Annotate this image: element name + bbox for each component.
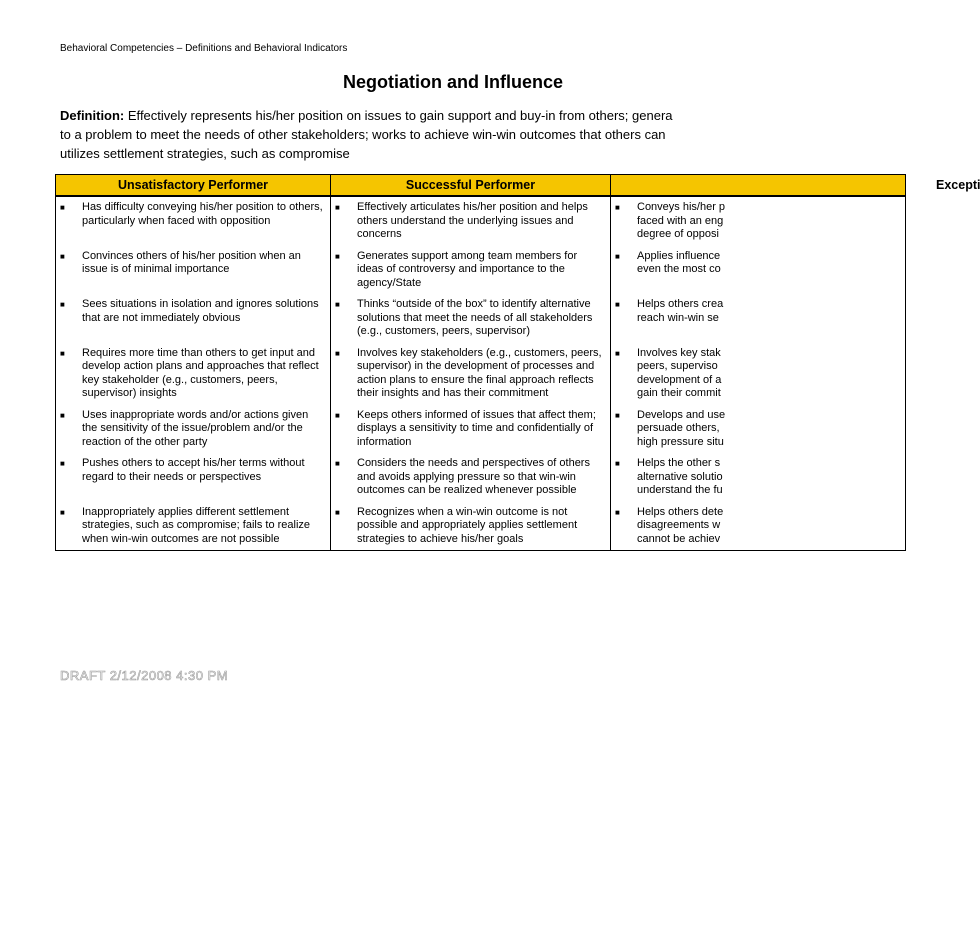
bullet-text: Considers the needs and perspectives of others and avoids applying pressure so that win-win outcomes can be realized whenever possible bbox=[357, 457, 590, 496]
bullet-square-icon: ■ bbox=[615, 300, 620, 309]
bullet-text-line: high pressure situ bbox=[637, 435, 724, 448]
table-cell-exceptional bbox=[611, 294, 906, 343]
bullet-text bbox=[637, 409, 901, 450]
bullet-text-line: persuade others, bbox=[637, 422, 720, 434]
page-title: Negotiation and Influence bbox=[343, 72, 564, 92]
table-cell-unsatisfactory bbox=[56, 294, 331, 343]
bullet-item bbox=[615, 250, 901, 277]
bullet-text: Keeps others informed of issues that affect them; displays a sensitivity to time and confidentially of information bbox=[357, 408, 596, 448]
definition-text-1: Effectively represents his/her position on issues to gain support and buy-in from others; genera bbox=[127, 108, 673, 123]
bullet-text-line: Applies influence bbox=[637, 249, 721, 262]
bullet-text-line: Conveys his/her p bbox=[637, 201, 726, 213]
table-cell-successful bbox=[331, 294, 611, 343]
bullet-text: Requires more time than others to get input and develop action plans and approaches that reflect key stakeholder (e.g., customers, peers, supervisor) insights bbox=[82, 346, 319, 399]
draft-stamp: DRAFT 2/12/2008 4:30 PM bbox=[60, 668, 229, 683]
bullet-item bbox=[335, 201, 606, 242]
bullet-text-line: faced with an eng bbox=[637, 214, 724, 227]
bullet-square-icon: ■ bbox=[615, 507, 620, 517]
table-row bbox=[56, 502, 906, 551]
bullet-text bbox=[637, 506, 901, 547]
bullet-text: Convinces others of his/her position when an issue is of minimal importance bbox=[82, 249, 301, 275]
bullet-item bbox=[335, 506, 606, 547]
bullet-text-line: development of a bbox=[637, 373, 722, 386]
bullet-item bbox=[60, 409, 326, 450]
bullet-item bbox=[60, 457, 326, 484]
bullet-square-icon: ■ bbox=[60, 251, 65, 261]
table-cell-exceptional bbox=[611, 453, 906, 502]
bullet-square-icon: ■ bbox=[60, 300, 65, 309]
bullet-item bbox=[335, 457, 606, 498]
bullet-square-icon: ■ bbox=[615, 348, 620, 358]
table-row bbox=[56, 196, 906, 246]
table-cell-unsatisfactory bbox=[56, 196, 331, 246]
bullet-text: Inappropriately applies different settlement strategies, such as compromise; fails to realize when win-win outcomes are not possible bbox=[82, 505, 311, 545]
bullet-item bbox=[615, 457, 901, 498]
table-row bbox=[56, 294, 906, 343]
table-row bbox=[56, 343, 906, 405]
table-cell-exceptional bbox=[611, 405, 906, 454]
running-header: Behavioral Competencies – Definitions and Behavioral Indicators bbox=[60, 43, 348, 54]
bullet-text: Generates support among team members for ideas of controversy and importance to the agency/State bbox=[357, 249, 578, 289]
definition-line-1 bbox=[60, 106, 960, 125]
bullet-text-line: gain their commit bbox=[637, 387, 721, 399]
table-cell-exceptional bbox=[611, 343, 906, 405]
table-cell-exceptional bbox=[611, 196, 906, 246]
bullet-text-line: even the most co bbox=[637, 263, 721, 275]
bullet-text-line: Helps the other s bbox=[637, 457, 721, 469]
bullet-text-line: reach win-win se bbox=[637, 311, 719, 324]
bullet-text: Pushes others to accept his/her terms without regard to their needs or perspectives bbox=[82, 457, 305, 483]
table-row bbox=[56, 405, 906, 454]
bullet-text: Recognizes when a win-win outcome is not possible and appropriately applies settlement strategies to achieve his/her goals bbox=[357, 505, 578, 545]
table-cell-exceptional bbox=[611, 246, 906, 295]
bullet-text-line: disagreements w bbox=[637, 519, 721, 531]
bullet-item bbox=[60, 347, 326, 401]
header-successful: Successful Performer bbox=[331, 175, 611, 197]
header-exceptional: Excepti bbox=[611, 175, 906, 197]
bullet-square-icon: ■ bbox=[615, 203, 620, 212]
bullet-text: Sees situations in isolation and ignores solutions that are not immediately obvious bbox=[82, 298, 319, 324]
bullet-square-icon: ■ bbox=[615, 251, 620, 261]
table-cell-exceptional bbox=[611, 502, 906, 551]
bullet-text: Has difficulty conveying his/her position to others, particularly when faced with opposition bbox=[82, 201, 323, 227]
bullet-item bbox=[335, 298, 606, 339]
table-body bbox=[56, 196, 906, 551]
bullet-item bbox=[615, 347, 901, 401]
table-cell-successful bbox=[331, 453, 611, 502]
table-cell-successful bbox=[331, 405, 611, 454]
definition-line-2: to a problem to meet the needs of other stakeholders; works to achieve win-win outcomes that others can bbox=[60, 127, 666, 142]
table-header-row bbox=[56, 175, 906, 197]
table-cell-successful bbox=[331, 502, 611, 551]
definition-paragraph bbox=[60, 106, 960, 163]
bullet-item bbox=[335, 250, 606, 291]
definition-line-3: utilizes settlement strategies, such as compromise bbox=[60, 146, 350, 161]
bullet-text-line: peers, superviso bbox=[637, 360, 718, 372]
table-cell-successful bbox=[331, 196, 611, 246]
bullet-text-line: degree of opposi bbox=[637, 228, 719, 240]
bullet-item bbox=[60, 201, 326, 228]
bullet-item bbox=[60, 250, 326, 277]
bullet-text: Effectively articulates his/her position and helps others understand the underlying issues and concerns bbox=[357, 201, 588, 240]
bullet-square-icon: ■ bbox=[60, 459, 65, 468]
bullet-text bbox=[637, 457, 901, 498]
bullet-text: Thinks “outside of the box” to identify alternative solutions that meet the needs of all stakeholders (e.g., customers, peers, supervisor) bbox=[357, 298, 593, 337]
bullet-text-line: Helps others dete bbox=[637, 505, 724, 518]
bullet-text bbox=[637, 347, 901, 401]
competency-table bbox=[55, 174, 980, 551]
bullet-item bbox=[60, 506, 326, 547]
bullet-square-icon: ■ bbox=[335, 459, 340, 468]
bullet-item bbox=[335, 409, 606, 450]
table-cell-unsatisfactory bbox=[56, 246, 331, 295]
header-unsatisfactory: Unsatisfactory Performer bbox=[56, 175, 331, 197]
bullet-square-icon: ■ bbox=[335, 300, 340, 309]
bullet-square-icon: ■ bbox=[60, 507, 65, 517]
table-cell-unsatisfactory bbox=[56, 502, 331, 551]
bullet-text bbox=[637, 201, 901, 242]
bullet-text-line: Develops and use bbox=[637, 408, 726, 421]
bullet-item bbox=[615, 506, 901, 547]
table-row bbox=[56, 246, 906, 295]
bullet-item bbox=[615, 409, 901, 450]
bullet-text: Involves key stakeholders (e.g., customers, peers, supervisor) in the development of processes and action plans to ensure the final approach reflects their insights and has their commitment bbox=[357, 346, 602, 399]
bullet-text: Uses inappropriate words and/or actions given the sensitivity of the issue/problem and/or the reaction of the other party bbox=[82, 408, 309, 448]
bullet-square-icon: ■ bbox=[60, 203, 65, 212]
bullet-square-icon: ■ bbox=[335, 410, 340, 420]
table-cell-successful bbox=[331, 343, 611, 405]
bullet-item bbox=[615, 201, 901, 242]
table-cell-unsatisfactory bbox=[56, 453, 331, 502]
bullet-text-line: alternative solutio bbox=[637, 470, 723, 483]
bullet-square-icon: ■ bbox=[335, 507, 340, 517]
definition-label: Definition: bbox=[60, 108, 125, 123]
bullet-text-line: Involves key stak bbox=[637, 346, 721, 359]
bullet-text bbox=[637, 250, 901, 277]
bullet-square-icon: ■ bbox=[615, 459, 620, 468]
bullet-square-icon: ■ bbox=[335, 348, 340, 358]
table-row bbox=[56, 453, 906, 502]
bullet-text-line: Helps others crea bbox=[637, 298, 724, 310]
bullet-square-icon: ■ bbox=[60, 410, 65, 420]
bullet-square-icon: ■ bbox=[615, 410, 620, 420]
bullet-square-icon: ■ bbox=[60, 348, 65, 358]
bullet-text-line: cannot be achiev bbox=[637, 532, 721, 545]
table-cell-unsatisfactory bbox=[56, 405, 331, 454]
bullet-item bbox=[60, 298, 326, 325]
bullet-text-line: understand the fu bbox=[637, 484, 723, 496]
table-cell-unsatisfactory bbox=[56, 343, 331, 405]
bullet-item bbox=[335, 347, 606, 401]
bullet-item bbox=[615, 298, 901, 325]
bullet-square-icon: ■ bbox=[335, 251, 340, 261]
table-cell-successful bbox=[331, 246, 611, 295]
bullet-text bbox=[637, 298, 901, 325]
bullet-square-icon: ■ bbox=[335, 203, 340, 212]
